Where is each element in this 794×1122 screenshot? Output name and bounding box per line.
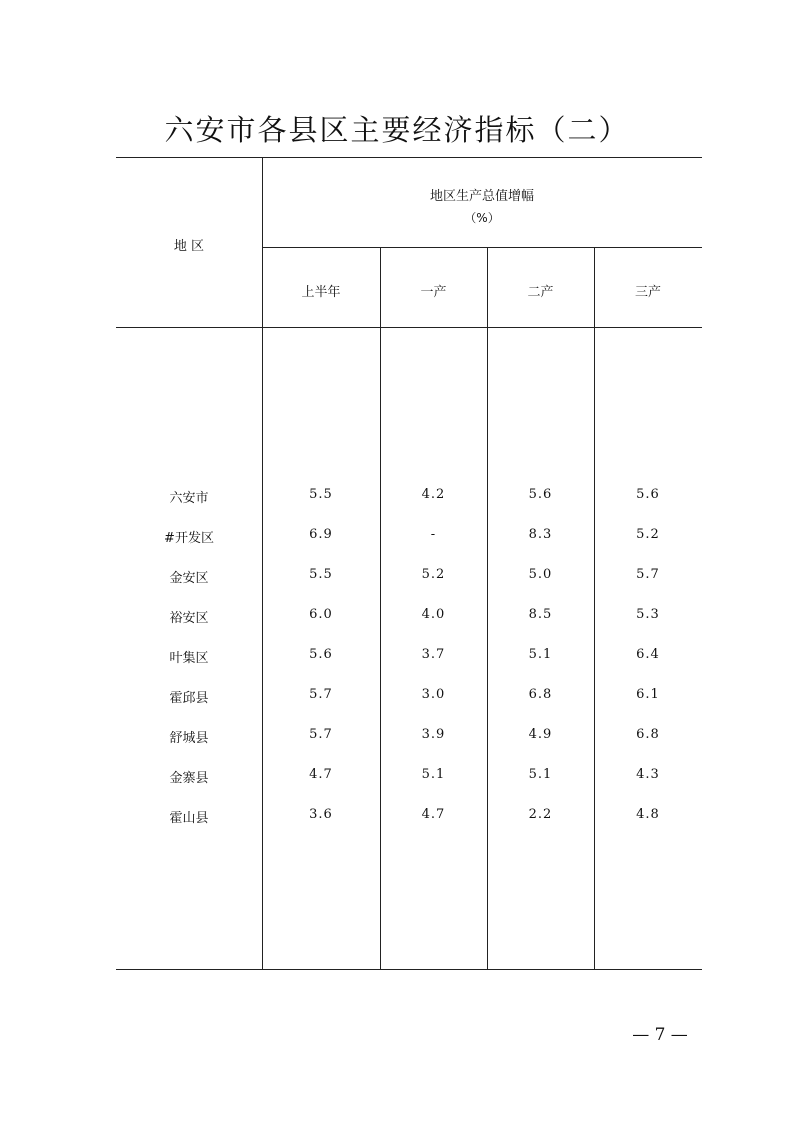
value-cell: 6.8 [528,687,553,702]
value-cell: 5.5 [309,487,333,502]
header-bottom-rule [116,327,702,328]
column-header-secondary: 二产 [527,285,554,300]
column-header-primary: 一产 [420,285,447,300]
value-cell: 4.7 [421,807,446,822]
value-cell: 5.1 [421,767,446,782]
value-cell: 5.0 [528,567,553,582]
value-cell: 3.6 [309,807,333,822]
page-number: — 7 — [632,1025,688,1045]
value-cell: 6.1 [636,687,660,702]
column-header-h1: 上半年 [301,285,341,300]
value-cell: 6.0 [309,607,333,622]
value-cell: 5.5 [309,567,333,582]
value-cell: 4.9 [528,727,553,742]
value-cell: 5.1 [528,767,553,782]
region-cell: 叶集区 [169,651,209,666]
group-header-rule [262,247,702,248]
value-cell: 3.9 [421,727,446,742]
region-header: 地 区 [173,239,205,254]
value-cell: 3.0 [421,687,446,702]
region-column-rule [262,157,263,970]
value-cell: 5.1 [528,647,553,662]
value-cell: 5.6 [636,487,660,502]
region-cell: 裕安区 [169,611,209,626]
region-cell: 金安区 [169,571,209,586]
value-cell: 2.2 [528,807,553,822]
region-cell: 六安市 [169,491,209,506]
region-cell: 霍邱县 [169,691,209,706]
value-cell: 4.8 [636,807,660,822]
value-cell: 5.6 [309,647,333,662]
region-cell: 霍山县 [169,811,209,826]
value-cell: 5.7 [636,567,660,582]
column-header-tertiary: 三产 [634,285,661,300]
page-title: 六安市各县区主要经济指标（二） [164,113,630,147]
value-cell: 4.3 [636,767,660,782]
group-unit: （%） [464,211,500,225]
value-cell: 5.7 [309,727,333,742]
table-bottom-rule [116,969,702,970]
value-cell: 5.3 [636,607,660,622]
group-header: 地区生产总值增幅 [429,189,534,204]
table-top-rule [116,157,702,158]
value-cell: 4.2 [421,487,446,502]
value-cell: - [430,527,437,542]
region-cell: 舒城县 [169,731,209,746]
value-cell: 6.8 [636,727,660,742]
value-cell: 3.7 [421,647,446,662]
value-cell: 5.2 [421,567,446,582]
value-cell: 4.0 [421,607,446,622]
region-cell: #开发区 [164,531,214,546]
value-cell: 6.4 [636,647,660,662]
value-cell: 8.5 [528,607,553,622]
value-cell: 5.2 [636,527,660,542]
value-cell: 5.6 [528,487,553,502]
indicator-table [116,157,702,970]
value-cell: 4.7 [309,767,333,782]
value-cell: 6.9 [309,527,333,542]
value-cell: 5.7 [309,687,333,702]
region-cell: 金寨县 [169,771,209,786]
value-cell: 8.3 [528,527,553,542]
